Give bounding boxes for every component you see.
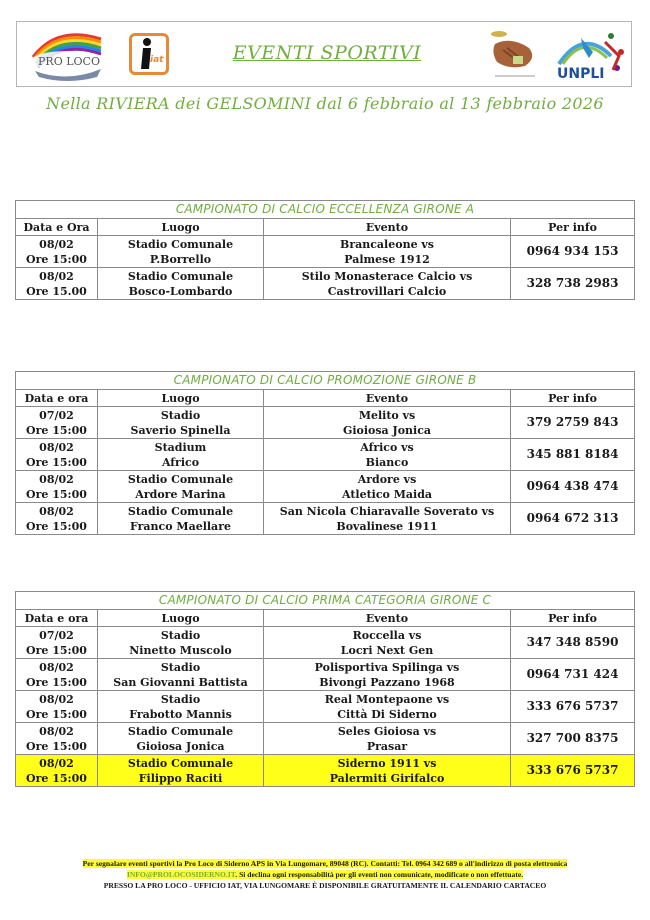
- info-phone[interactable]: 327 700 8375: [511, 723, 635, 755]
- date-time-cell: [16, 439, 98, 471]
- table-caption: CAMPIONATO DI CALCIO PROMOZIONE GIRONE B: [16, 372, 635, 390]
- event-away-team: Prasar: [366, 739, 408, 753]
- events-table-promozione: [15, 371, 635, 535]
- event-away-team: Atletico Maida: [341, 487, 433, 501]
- event-cell: [264, 691, 511, 723]
- event-date: 08/02: [39, 269, 74, 283]
- event-away-team: Bivongi Pazzano 1968: [319, 675, 455, 689]
- column-header-date: Data e ora: [16, 390, 98, 407]
- venue-line-1: Stadio: [160, 692, 201, 706]
- info-phone[interactable]: 0964 438 474: [511, 471, 635, 503]
- event-away-team: Bianco: [365, 455, 409, 469]
- info-phone[interactable]: 345 881 8184: [511, 439, 635, 471]
- event-time: Ore 15:00: [26, 423, 87, 437]
- date-time-cell: [16, 627, 98, 659]
- event-time: Ore 15:00: [26, 643, 87, 657]
- riviera-dei-gelsomini-logo: [489, 28, 541, 82]
- venue-line-1: Stadio Comunale: [127, 237, 234, 251]
- svg-text:iat: iat: [150, 55, 164, 65]
- event-cell: [264, 627, 511, 659]
- table-row: [16, 723, 635, 755]
- footer-email-link[interactable]: INFO@PROLOCOSIDERNO.IT: [126, 870, 236, 879]
- date-time-cell: [16, 659, 98, 691]
- venue-cell: [98, 407, 264, 439]
- footer-calendar-notice: PRESSO LA PRO LOCO - UFFICIO IAT, VIA LUNGOMARE È DISPONIBILE GRATUITAMENTE IL CALENDARIO CARTACEO: [103, 881, 547, 890]
- date-time-cell: [16, 691, 98, 723]
- svg-text:UNPLI: UNPLI: [557, 66, 605, 82]
- info-phone[interactable]: 0964 731 424: [511, 659, 635, 691]
- date-time-cell: [16, 407, 98, 439]
- event-home-team: Ardore vs: [357, 472, 417, 486]
- event-home-team: Polisportiva Spilinga vs: [314, 660, 460, 674]
- event-away-team: Castrovillari Calcio: [327, 284, 447, 298]
- venue-cell: [98, 471, 264, 503]
- venue-line-2: Filippo Raciti: [138, 771, 223, 785]
- event-home-team: Melito vs: [358, 408, 416, 422]
- table-caption: CAMPIONATO DI CALCIO ECCELLENZA GIRONE A: [16, 201, 635, 219]
- venue-cell: [98, 268, 264, 300]
- event-home-team: San Nicola Chiaravalle Soverato vs: [279, 504, 495, 518]
- event-cell: [264, 659, 511, 691]
- info-phone[interactable]: 333 676 5737: [511, 755, 635, 787]
- column-header-event: Evento: [264, 610, 511, 627]
- event-home-team: Real Montepaone vs: [324, 692, 450, 706]
- column-header-event: Evento: [264, 219, 511, 236]
- table-row: [16, 268, 635, 300]
- event-cell: [264, 503, 511, 535]
- event-date: 08/02: [39, 504, 74, 518]
- event-date: 08/02: [39, 724, 74, 738]
- table-row: [16, 236, 635, 268]
- header-box: [16, 21, 632, 87]
- event-date: 08/02: [39, 660, 74, 674]
- table-caption: CAMPIONATO DI CALCIO PRIMA CATEGORIA GIRONE C: [16, 592, 635, 610]
- venue-line-2: San Giovanni Battista: [113, 675, 248, 689]
- venue-cell: [98, 659, 264, 691]
- venue-line-1: Stadio Comunale: [127, 472, 234, 486]
- date-time-cell: [16, 503, 98, 535]
- info-i-icon: [132, 36, 166, 72]
- venue-line-2: Gioiosa Jonica: [136, 739, 225, 753]
- event-date: 08/02: [39, 440, 74, 454]
- venue-cell: [98, 723, 264, 755]
- table-row: [16, 659, 635, 691]
- event-date: 08/02: [39, 472, 74, 486]
- event-home-team: Africo vs: [360, 440, 414, 454]
- info-phone[interactable]: 333 676 5737: [511, 691, 635, 723]
- info-phone[interactable]: 328 738 2983: [511, 268, 635, 300]
- event-time: Ore 15:00: [26, 519, 87, 533]
- column-header-info: Per info: [511, 390, 635, 407]
- venue-cell: [98, 439, 264, 471]
- event-time: Ore 15.00: [26, 284, 87, 298]
- footer-disclaimer: . Si declina ogni responsabilità per gli eventi non comunicate, modificate o non effettuate.: [235, 870, 524, 879]
- venue-line-1: Stadio: [160, 660, 201, 674]
- table-row: [16, 755, 635, 787]
- venue-line-2: Bosco-Lombardo: [128, 284, 233, 298]
- table-row: [16, 471, 635, 503]
- iat-logo: [129, 33, 169, 75]
- venue-line-1: Stadio: [160, 408, 201, 422]
- column-header-date: Data e Ora: [16, 219, 98, 236]
- event-away-team: Bovalinese 1911: [336, 519, 438, 533]
- table-row: [16, 503, 635, 535]
- unpli-logo: [553, 28, 627, 82]
- table-row: [16, 627, 635, 659]
- event-cell: [264, 439, 511, 471]
- venue-line-1: Stadium: [154, 440, 207, 454]
- event-away-team: Palmese 1912: [344, 252, 430, 266]
- event-cell: [264, 268, 511, 300]
- column-header-info: Per info: [511, 610, 635, 627]
- date-time-cell: [16, 723, 98, 755]
- event-cell: [264, 755, 511, 787]
- venue-cell: [98, 627, 264, 659]
- venue-line-1: Stadio Comunale: [127, 724, 234, 738]
- column-header-venue: Luogo: [98, 390, 264, 407]
- event-date: 07/02: [39, 408, 74, 422]
- column-header-info: Per info: [511, 219, 635, 236]
- event-date: 08/02: [39, 756, 74, 770]
- venue-cell: [98, 691, 264, 723]
- table-row: [16, 439, 635, 471]
- date-time-cell: [16, 755, 98, 787]
- event-away-team: Città Di Siderno: [337, 707, 437, 721]
- event-home-team: Roccella vs: [352, 628, 422, 642]
- venue-line-2: Ninetto Muscolo: [129, 643, 232, 657]
- table-row: [16, 691, 635, 723]
- event-home-team: Siderno 1911 vs: [337, 756, 437, 770]
- event-time: Ore 15:00: [26, 455, 87, 469]
- venue-cell: [98, 236, 264, 268]
- event-home-team: Brancaleone vs: [340, 237, 434, 251]
- venue-line-2: Franco Maellare: [130, 519, 231, 533]
- date-time-cell: [16, 268, 98, 300]
- venue-line-2: Africo: [161, 455, 200, 469]
- venue-line-2: Ardore Marina: [135, 487, 226, 501]
- venue-line-2: P.Borrello: [149, 252, 212, 266]
- venue-cell: [98, 503, 264, 535]
- event-home-team: Stilo Monasterace Calcio vs: [301, 269, 473, 283]
- event-cell: [264, 236, 511, 268]
- footer-contact-line: Per segnalare eventi sportivi la Pro Loco di Siderno APS in Via Lungomare, 89048 (RC). Contatti: Tel. 0964 342 689 o all'indirizzo di posta elettronica: [82, 859, 568, 868]
- venue-line-2: Saverio Spinella: [130, 423, 231, 437]
- event-home-team: Seles Gioiosa vs: [337, 724, 437, 738]
- event-away-team: Locri Next Gen: [340, 643, 434, 657]
- event-cell: [264, 407, 511, 439]
- svg-text:PRO LOCO: PRO LOCO: [38, 55, 100, 68]
- info-phone[interactable]: 0964 934 153: [511, 236, 635, 268]
- info-phone[interactable]: 347 348 8590: [511, 627, 635, 659]
- venue-line-1: Stadio Comunale: [127, 269, 234, 283]
- venue-cell: [98, 755, 264, 787]
- event-time: Ore 15:00: [26, 252, 87, 266]
- date-time-cell: [16, 236, 98, 268]
- footer-notice: [20, 858, 630, 891]
- venue-line-1: Stadio: [160, 628, 201, 642]
- date-time-cell: [16, 471, 98, 503]
- table-row: [16, 407, 635, 439]
- event-away-team: Palermiti Girifalco: [329, 771, 445, 785]
- event-time: Ore 15:00: [26, 487, 87, 501]
- venue-line-2: Frabotto Mannis: [129, 707, 232, 721]
- event-time: Ore 15:00: [26, 707, 87, 721]
- column-header-venue: Luogo: [98, 610, 264, 627]
- events-table-eccellenza: [15, 200, 635, 300]
- event-cell: [264, 723, 511, 755]
- event-date: 07/02: [39, 628, 74, 642]
- venue-line-1: Stadio Comunale: [127, 504, 234, 518]
- events-table-prima-categoria: [15, 591, 635, 787]
- venue-line-1: Stadio Comunale: [127, 756, 234, 770]
- column-header-date: Data e ora: [16, 610, 98, 627]
- event-date: 08/02: [39, 237, 74, 251]
- pro-loco-logo: [27, 27, 107, 83]
- event-time: Ore 15:00: [26, 771, 87, 785]
- info-phone[interactable]: 0964 672 313: [511, 503, 635, 535]
- page-title: EVENTI SPORTIVI: [232, 42, 422, 64]
- info-phone[interactable]: 379 2759 843: [511, 407, 635, 439]
- event-date: 08/02: [39, 692, 74, 706]
- event-time: Ore 15:00: [26, 675, 87, 689]
- column-header-event: Evento: [264, 390, 511, 407]
- date-range-subtitle: Nella RIVIERA dei GELSOMINI dal 6 febbraio al 13 febbraio 2026: [46, 94, 604, 113]
- column-header-venue: Luogo: [98, 219, 264, 236]
- event-time: Ore 15:00: [26, 739, 87, 753]
- event-away-team: Gioiosa Jonica: [342, 423, 432, 437]
- event-cell: [264, 471, 511, 503]
